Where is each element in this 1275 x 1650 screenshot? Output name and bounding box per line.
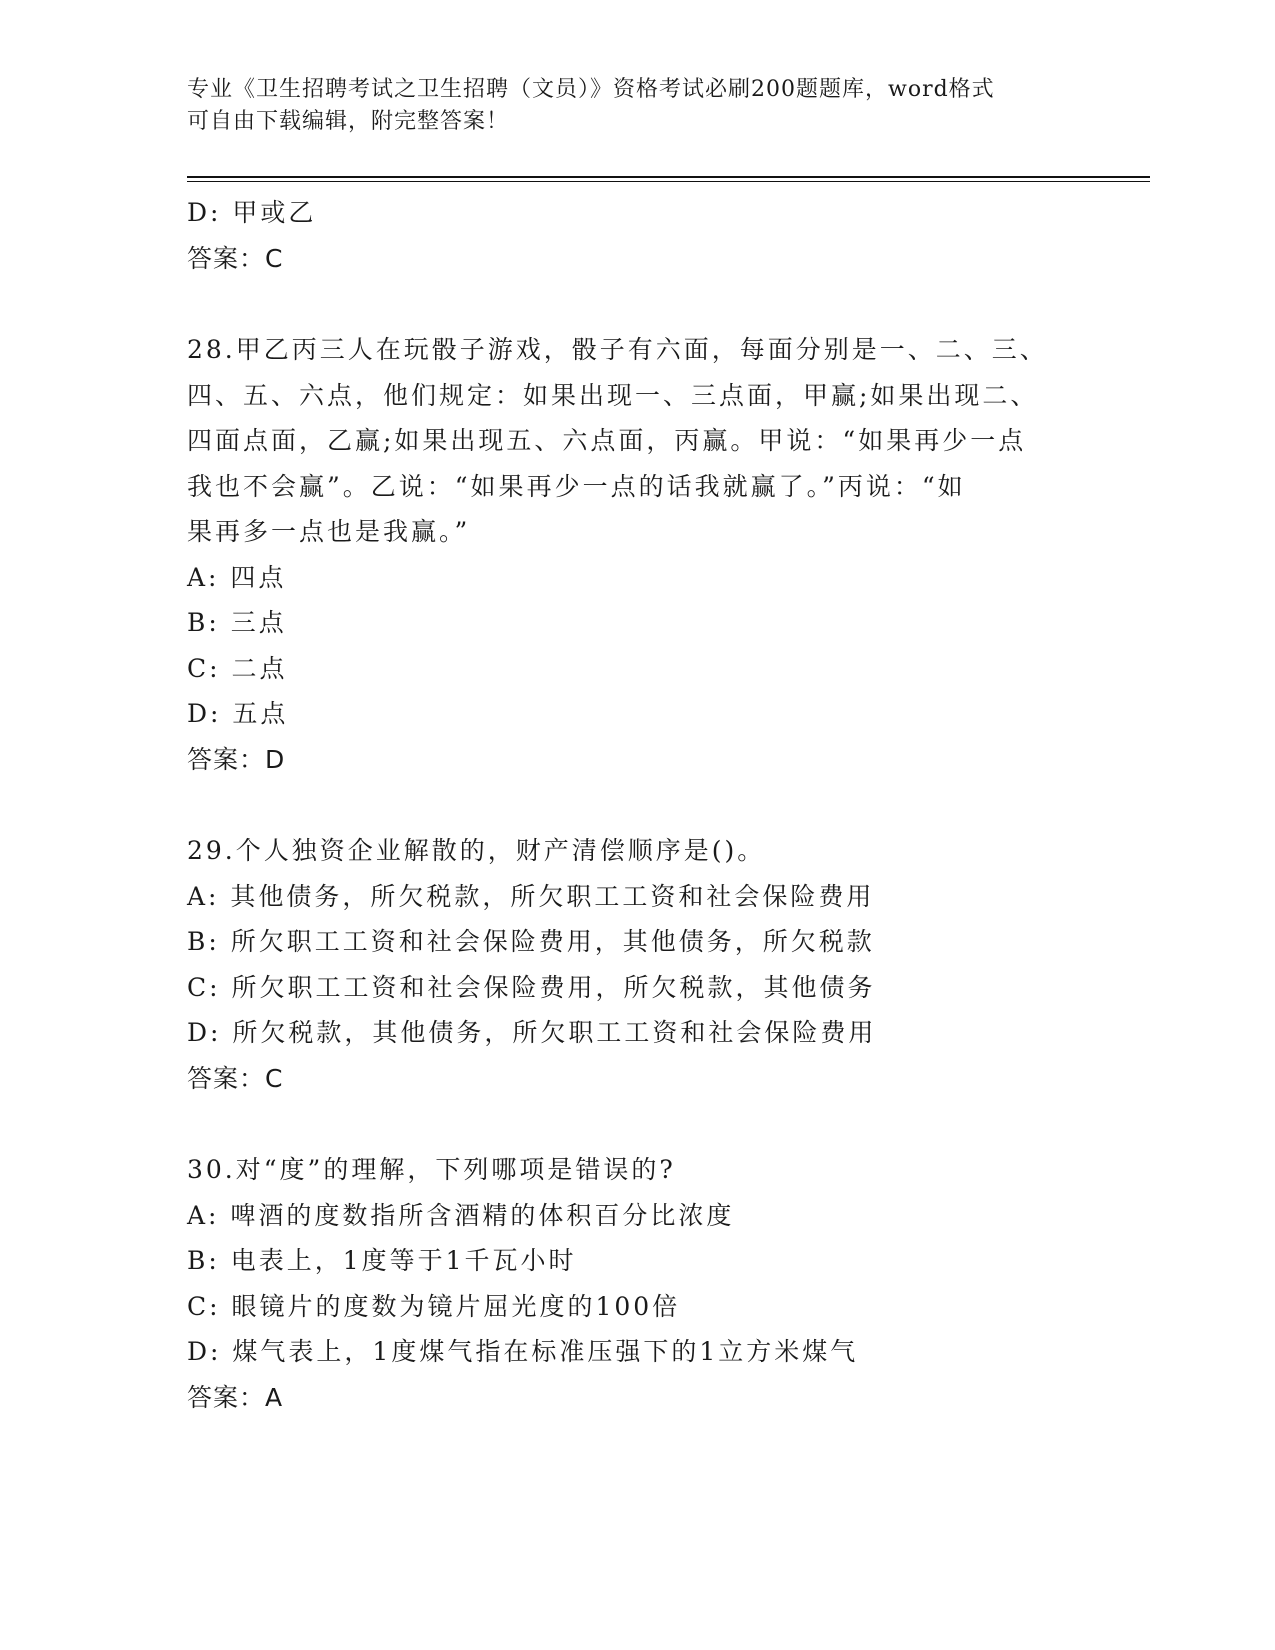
question-28-option-b: B: 三点 xyxy=(187,608,287,637)
question-30-answer: 答案：A xyxy=(187,1382,284,1412)
question-29-line-1: 29.个人独资企业解散的，财产清偿顺序是()。 xyxy=(187,836,766,865)
question-29 xyxy=(187,828,1087,1101)
question-30-option-a: A: 啤酒的度数指所含酒精的体积百分比浓度 xyxy=(187,1200,735,1230)
spacer xyxy=(187,281,1087,327)
question-28 xyxy=(187,327,1087,782)
question-28-line-4: 我也不会赢”。乙说：“如果再少一点的话我就赢了。”丙说：“如 xyxy=(187,471,966,501)
question-30-option-d: D: 煤气表上，1度煤气指在标准压强下的1立方米煤气 xyxy=(187,1337,859,1366)
header-rule-thin xyxy=(187,181,1150,182)
prev-option-d: D: 甲或乙 xyxy=(187,198,317,227)
header-line-1: 专业《卫生招聘考试之卫生招聘（文员）》资格考试必刷200题题库，word格式 xyxy=(187,77,995,102)
question-29-option-a: A: 其他债务，所欠税款，所欠职工工资和社会保险费用 xyxy=(187,881,875,911)
spacer xyxy=(187,782,1087,828)
question-28-answer: 答案：D xyxy=(187,744,286,774)
question-29-option-d: D: 所欠税款，其他债务，所欠职工工资和社会保险费用 xyxy=(187,1018,877,1047)
question-28-option-d: D: 五点 xyxy=(187,699,289,728)
question-28-option-a: A: 四点 xyxy=(187,562,287,592)
question-29-option-c: C: 所欠职工工资和社会保险费用，所欠税款，其他债务 xyxy=(187,972,876,1002)
question-29-option-b: B: 所欠职工工资和社会保险费用，其他债务，所欠税款 xyxy=(187,927,875,956)
spacer xyxy=(187,1101,1087,1147)
page-header xyxy=(187,74,1087,138)
question-28-line-2: 四、五、六点，他们规定：如果出现一、三点面，甲赢;如果出现二、 xyxy=(187,380,1039,410)
header-line-2: 可自由下载编辑，附完整答案！ xyxy=(187,109,510,134)
question-28-line-3: 四面点面，乙赢;如果出现五、六点面，丙赢。甲说：“如果再少一点 xyxy=(187,426,1027,455)
question-28-line-1: 28.甲乙丙三人在玩骰子游戏，骰子有六面，每面分别是一、二、三、 xyxy=(187,335,1048,364)
question-28-line-5: 果再多一点也是我赢。” xyxy=(187,517,471,546)
question-29-answer: 答案：C xyxy=(187,1063,284,1093)
prev-answer: 答案：C xyxy=(187,243,284,273)
question-30-option-c: C: 眼镜片的度数为镜片屈光度的100倍 xyxy=(187,1291,681,1321)
question-30-option-b: B: 电表上，1度等于1千瓦小时 xyxy=(187,1246,577,1275)
header-rule-thick xyxy=(187,176,1150,178)
question-28-option-c: C: 二点 xyxy=(187,653,288,683)
question-30-line-1: 30.对“度”的理解，下列哪项是错误的? xyxy=(187,1155,676,1184)
question-content xyxy=(187,190,1087,1420)
question-30 xyxy=(187,1147,1087,1420)
